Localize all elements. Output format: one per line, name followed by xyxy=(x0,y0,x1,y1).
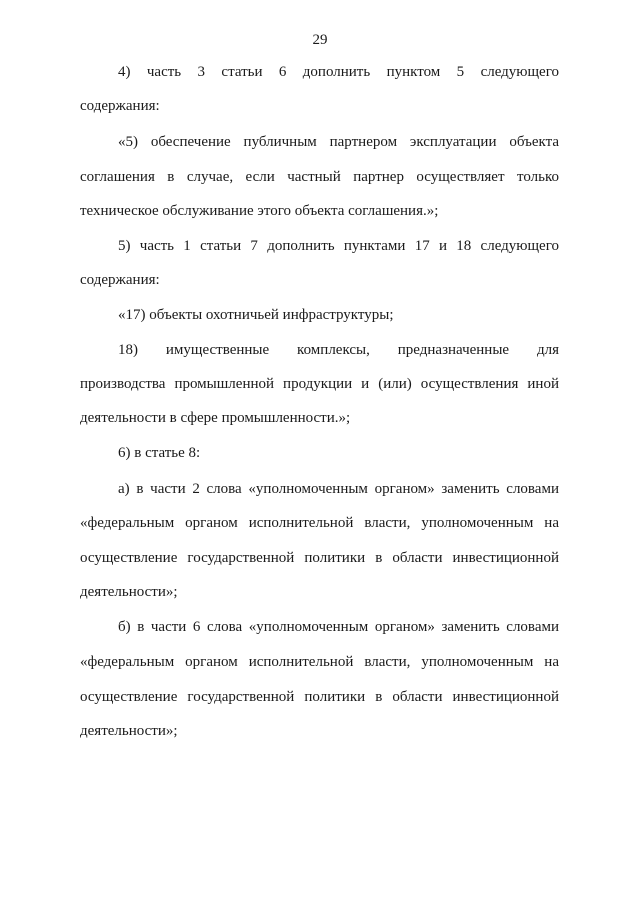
text-line: техническое обслуживание этого объекта соглашения.»; xyxy=(80,203,439,219)
text-line: «федеральным органом исполнительной власти, уполномоченным на xyxy=(80,654,559,670)
text-line: «5) обеспечение публичным партнером эксплуатации объекта xyxy=(118,134,559,150)
text-line: 5) часть 1 статьи 7 дополнить пунктами 17 и 18 следующего xyxy=(118,238,559,254)
text-line: производства промышленной продукции и (или) осуществления иной xyxy=(80,376,559,392)
text-line: осуществление государственной политики в области инвестиционной xyxy=(80,689,559,705)
text-line: содержания: xyxy=(80,272,160,288)
text-line: деятельности»; xyxy=(80,723,178,739)
text-line: 18) имущественные комплексы, предназначенные для xyxy=(118,342,559,358)
text-line: деятельности в сфере промышленности.»; xyxy=(80,410,351,426)
text-line: содержания: xyxy=(80,98,160,114)
text-line: «17) объекты охотничьей инфраструктуры; xyxy=(118,307,394,323)
text-line: деятельности»; xyxy=(80,584,178,600)
text-line: 6) в статье 8: xyxy=(118,445,201,461)
text-line: соглашения в случае, если частный партнер осуществляет только xyxy=(80,169,559,185)
text-line: «федеральным органом исполнительной власти, уполномоченным на xyxy=(80,515,559,531)
text-line: осуществление государственной политики в области инвестиционной xyxy=(80,550,559,566)
text-line: б) в части 6 слова «уполномоченным органом» заменить словами xyxy=(118,619,559,635)
text-line: 4) часть 3 статьи 6 дополнить пунктом 5 следующего xyxy=(118,64,559,80)
text-line: а) в части 2 слова «уполномоченным органом» заменить словами xyxy=(118,481,559,497)
page-number: 29 xyxy=(312,32,328,48)
